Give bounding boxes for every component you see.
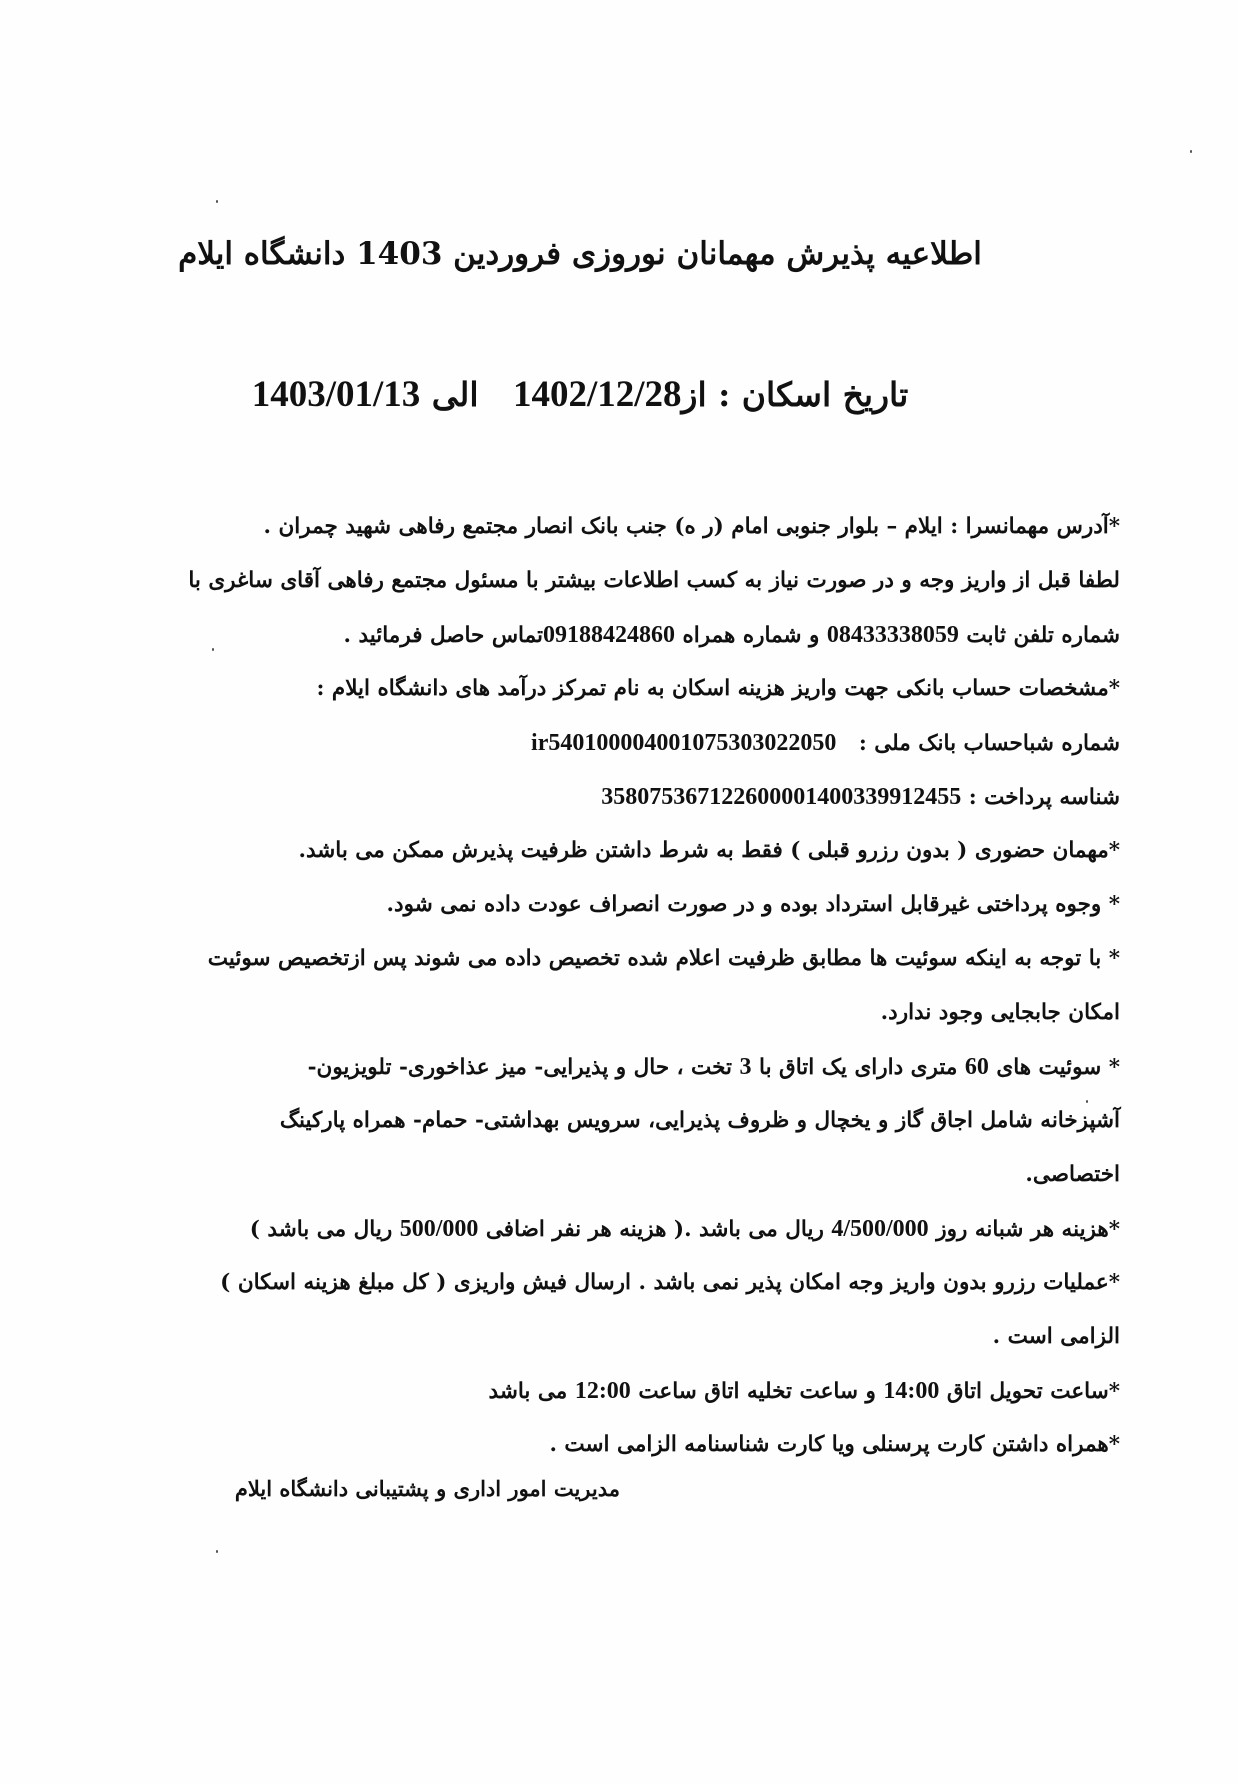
contact-line-2 bbox=[190, 608, 1120, 662]
date-from: 1402/12/28 bbox=[512, 374, 682, 415]
suite-allocation-line-1: * با توجه به اینکه سوئیت ها مطابق ظرفیت اعلام شده تخصیص داده می شوند پس ازتخصیص سوئیت bbox=[207, 946, 1120, 971]
contact-suffix: تماس حاصل فرمائید . bbox=[343, 623, 544, 648]
nightly-price: 4/500/000 bbox=[831, 1216, 929, 1242]
checkin-time: 14:00 bbox=[883, 1378, 940, 1404]
reservation-line-1: *عملیات رزرو بدون واریز وجه امکان پذیر نمی باشد . ارسال فیش واریزی ( کل مبلغ هزینه اسکان ) bbox=[220, 1270, 1120, 1295]
price-suffix: ریال می باشد ) bbox=[249, 1217, 393, 1242]
suite-room-text: متری دارای یک اتاق با bbox=[759, 1055, 958, 1080]
bed-count: 3 bbox=[739, 1054, 752, 1080]
extra-person-label: ریال می باشد .( هزینه هر نفر اضافی bbox=[485, 1217, 824, 1242]
mobile-label: و شماره همراه bbox=[682, 623, 820, 648]
suite-size: 60 bbox=[964, 1054, 989, 1080]
dates-label: تاریخ اسکان : از bbox=[681, 375, 909, 414]
phone-label: شماره تلفن ثابت bbox=[966, 623, 1120, 648]
scan-speck bbox=[216, 1550, 218, 1553]
suite-features-line-2: آشپزخانه شامل اجاق گاز و یخچال و ظروف پذیرایی، سرویس بهداشتی- حمام- همراه پارکینگ bbox=[279, 1108, 1120, 1133]
checkout-label: و ساعت تخلیه اتاق ساعت bbox=[638, 1379, 876, 1404]
stay-dates bbox=[200, 373, 960, 416]
checkin-label: *ساعت تحویل اتاق bbox=[946, 1379, 1120, 1404]
checkout-time: 12:00 bbox=[574, 1378, 631, 1404]
id-card-line: *همراه داشتن کارت پرسنلی ویا کارت شناسنامه الزامی است . bbox=[549, 1432, 1120, 1457]
non-refundable-line: * وجوه پرداختی غیرقابل استرداد بوده و در صورت انصراف عودت داده نمی شود. bbox=[386, 892, 1120, 917]
signature: مدیریت امور اداری و پشتیبانی دانشگاه ایلام bbox=[234, 1476, 620, 1501]
extra-person-price: 500/000 bbox=[399, 1216, 479, 1242]
date-to: 1403/01/13 bbox=[251, 374, 421, 415]
landline-number: 08433338059 bbox=[826, 622, 959, 648]
time-suffix: می باشد bbox=[488, 1379, 568, 1404]
contact-line-1: لطفا قبل از واریز وجه و در صورت نیاز به کسب اطلاعات بیشتر با مسئول مجتمع رفاهی آقای ساغری با bbox=[188, 568, 1120, 593]
walk-in-guest-line: *مهمان حضوری ( بدون رزرو قبلی ) فقط به شرط داشتن ظرفیت پذیرش ممکن می باشد. bbox=[298, 838, 1120, 863]
suite-features-line-3: اختصاصی. bbox=[1025, 1162, 1120, 1187]
iban-label: شماره شباحساب بانک ملی : bbox=[858, 731, 1120, 756]
suite-prefix: * سوئیت های bbox=[996, 1055, 1120, 1080]
suite-allocation-line-2: امکان جابجایی وجود ندارد. bbox=[880, 1000, 1120, 1025]
scan-speck bbox=[1190, 150, 1192, 153]
dates-between: الی bbox=[431, 375, 479, 414]
payment-id-number: 358075367122600001400339912455 bbox=[601, 784, 962, 810]
address-line: *آدرس مهمانسرا : ایلام – بلوار جنوبی امام (ر ه) جنب بانک انصار مجتمع رفاهی شهید چمران . bbox=[263, 514, 1120, 539]
iban-line bbox=[190, 716, 1120, 770]
payment-id-label: شناسه پرداخت : bbox=[968, 785, 1120, 810]
suite-features-line-1 bbox=[190, 1040, 1120, 1094]
checkin-checkout-line bbox=[190, 1364, 1120, 1418]
bank-account-heading: *مشخصات حساب بانکی جهت واریز هزینه اسکان به نام تمرکز درآمد های دانشگاه ایلام : bbox=[316, 676, 1120, 701]
price-label: *هزینه هر شبانه روز bbox=[936, 1217, 1120, 1242]
suite-amenities: تخت ، حال و پذیرایی- میز عذاخوری- تلویزیون- bbox=[307, 1055, 733, 1080]
payment-id-line bbox=[190, 770, 1120, 824]
notice-body bbox=[190, 500, 1120, 1472]
reservation-line-2: الزامی است . bbox=[992, 1324, 1120, 1349]
scan-speck bbox=[216, 200, 218, 203]
notice-title: اطلاعیه پذیرش مهمانان نوروزی فروردین 1403 دانشگاه ایلام bbox=[178, 236, 982, 272]
mobile-number: 09188424860 bbox=[543, 622, 676, 648]
iban-number: ir540100004001075303022050 bbox=[531, 730, 837, 756]
price-line bbox=[190, 1202, 1120, 1256]
